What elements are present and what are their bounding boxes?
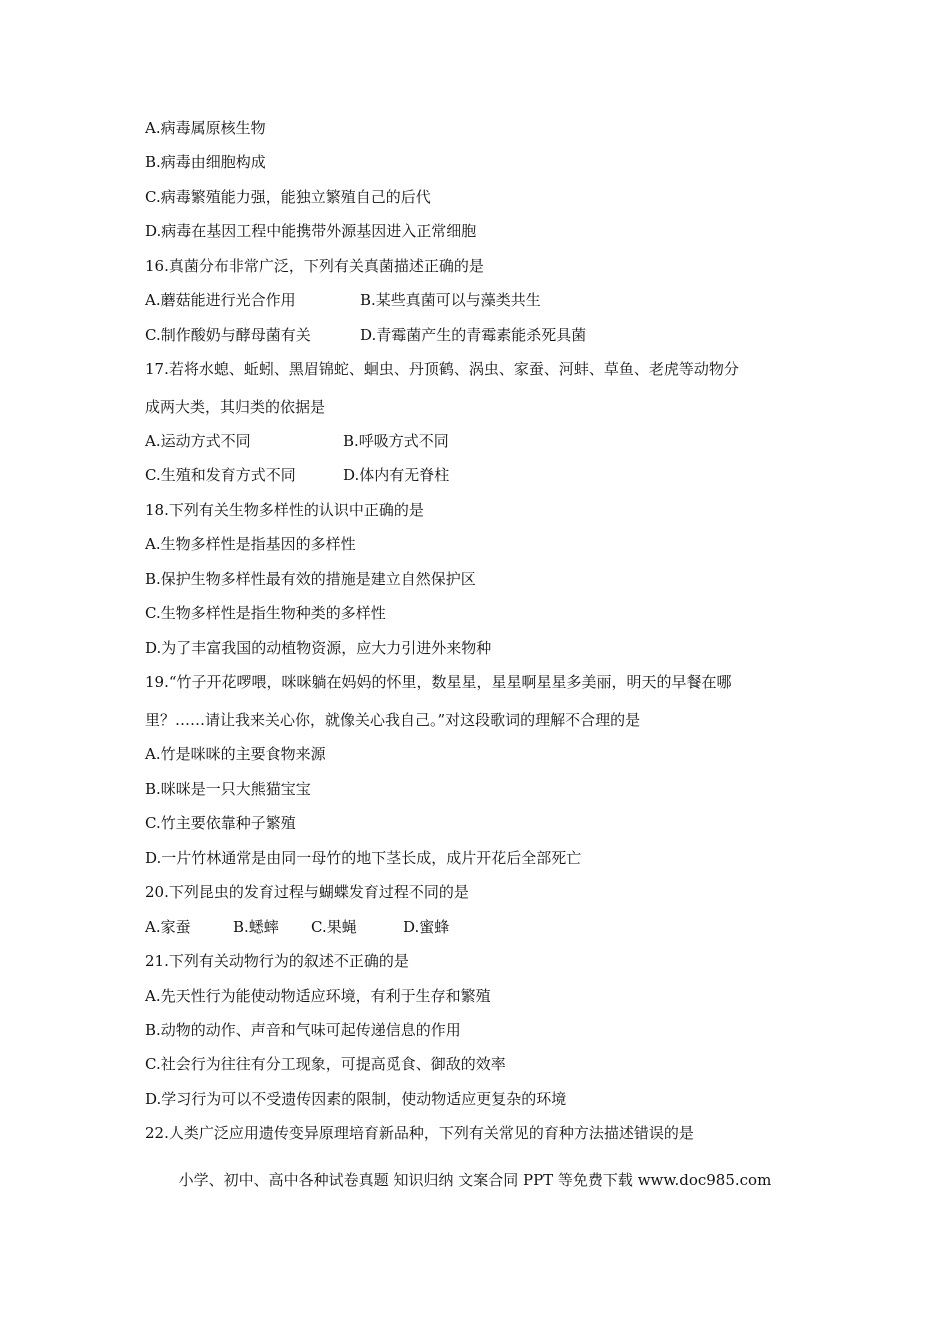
q17-option-b: B.呼吸方式不同 (343, 432, 449, 450)
q18-option-a: A.生物多样性是指基因的多样性 (145, 535, 356, 553)
q21-option-a: A.先天性行为能使动物适应环境，有利于生存和繁殖 (145, 987, 491, 1005)
q16-stem: 16.真菌分布非常广泛，下列有关真菌描述正确的是 (145, 257, 484, 275)
q19-option-b: B.咪咪是一只大熊猫宝宝 (145, 780, 311, 798)
q21-option-c: C.社会行为往往有分工现象，可提高觅食、御敌的效率 (145, 1055, 506, 1073)
q16-option-b: B.某些真菌可以与藻类共生 (360, 291, 541, 309)
q20-options-row (145, 917, 449, 937)
q18-stem: 18.下列有关生物多样性的认识中正确的是 (145, 501, 424, 519)
q19-option-d: D.一片竹林通常是由同一母竹的地下茎长成，成片开花后全部死亡 (145, 849, 582, 867)
q16-options-row-2 (145, 325, 586, 345)
q15-option-b: B.病毒由细胞构成 (145, 153, 266, 171)
q21-option-b: B.动物的动作、声音和气味可起传递信息的作用 (145, 1021, 461, 1039)
q16-options-row-1 (145, 290, 541, 310)
q18-option-b: B.保护生物多样性最有效的措施是建立自然保护区 (145, 570, 476, 588)
q18-option-c: C.生物多样性是指生物种类的多样性 (145, 604, 386, 622)
q17-options-row-2 (145, 465, 449, 485)
q19-option-a: A.竹是咪咪的主要食物来源 (145, 745, 326, 763)
q21-option-d: D.学习行为可以不受遗传因素的限制，使动物适应更复杂的环境 (145, 1090, 567, 1108)
q17-options-row-1 (145, 431, 449, 451)
q16-option-a: A.蘑菇能进行光合作用 (145, 291, 296, 309)
q15-option-d: D.病毒在基因工程中能携带外源基因进入正常细胞 (145, 222, 477, 240)
q22-stem: 22.人类广泛应用遗传变异原理培育新品种，下列有关常见的育种方法描述错误的是 (145, 1124, 694, 1142)
page-footer: 小学、初中、高中各种试卷真题 知识归纳 文案合同 PPT 等免费下载 www.doc985.com (178, 1171, 772, 1189)
q15-option-c: C.病毒繁殖能力强，能独立繁殖自己的后代 (145, 188, 431, 206)
q15-option-a: A.病毒属原核生物 (145, 119, 266, 137)
q17-option-a: A.运动方式不同 (145, 432, 251, 450)
q19-stem-line-1: 19.“竹子开花啰喂，咪咪躺在妈妈的怀里，数星星，星星啊星星多美丽，明天的早餐在哪 (145, 673, 732, 691)
q19-option-c: C.竹主要依靠种子繁殖 (145, 814, 296, 832)
q17-stem-line-1: 17.若将水螅、蚯蚓、黑眉锦蛇、蛔虫、丹顶鹤、涡虫、家蚕、河蚌、草鱼、老虎等动物分 (145, 360, 739, 378)
q21-stem: 21.下列有关动物行为的叙述不正确的是 (145, 952, 409, 970)
q16-option-c: C.制作酸奶与酵母菌有关 (145, 326, 311, 344)
q20-option-b: B.蟋蟀 (233, 918, 279, 936)
q19-stem-line-2: 里？……请让我来关心你，就像关心我自己。”对这段歌词的理解不合理的是 (145, 711, 641, 729)
q20-option-a: A.家蚕 (145, 918, 191, 936)
q20-stem: 20.下列昆虫的发育过程与蝴蝶发育过程不同的是 (145, 883, 469, 901)
q16-option-d: D.青霉菌产生的青霉素能杀死具菌 (360, 326, 587, 344)
q17-stem-line-2: 成两大类，其归类的依据是 (145, 398, 326, 416)
q18-option-d: D.为了丰富我国的动植物资源，应大力引进外来物种 (145, 639, 492, 657)
q20-option-d: D.蜜蜂 (403, 918, 450, 936)
q17-option-c: C.生殖和发育方式不同 (145, 466, 296, 484)
q17-option-d: D.体内有无脊柱 (343, 466, 450, 484)
q20-option-c: C.果蝇 (311, 918, 357, 936)
